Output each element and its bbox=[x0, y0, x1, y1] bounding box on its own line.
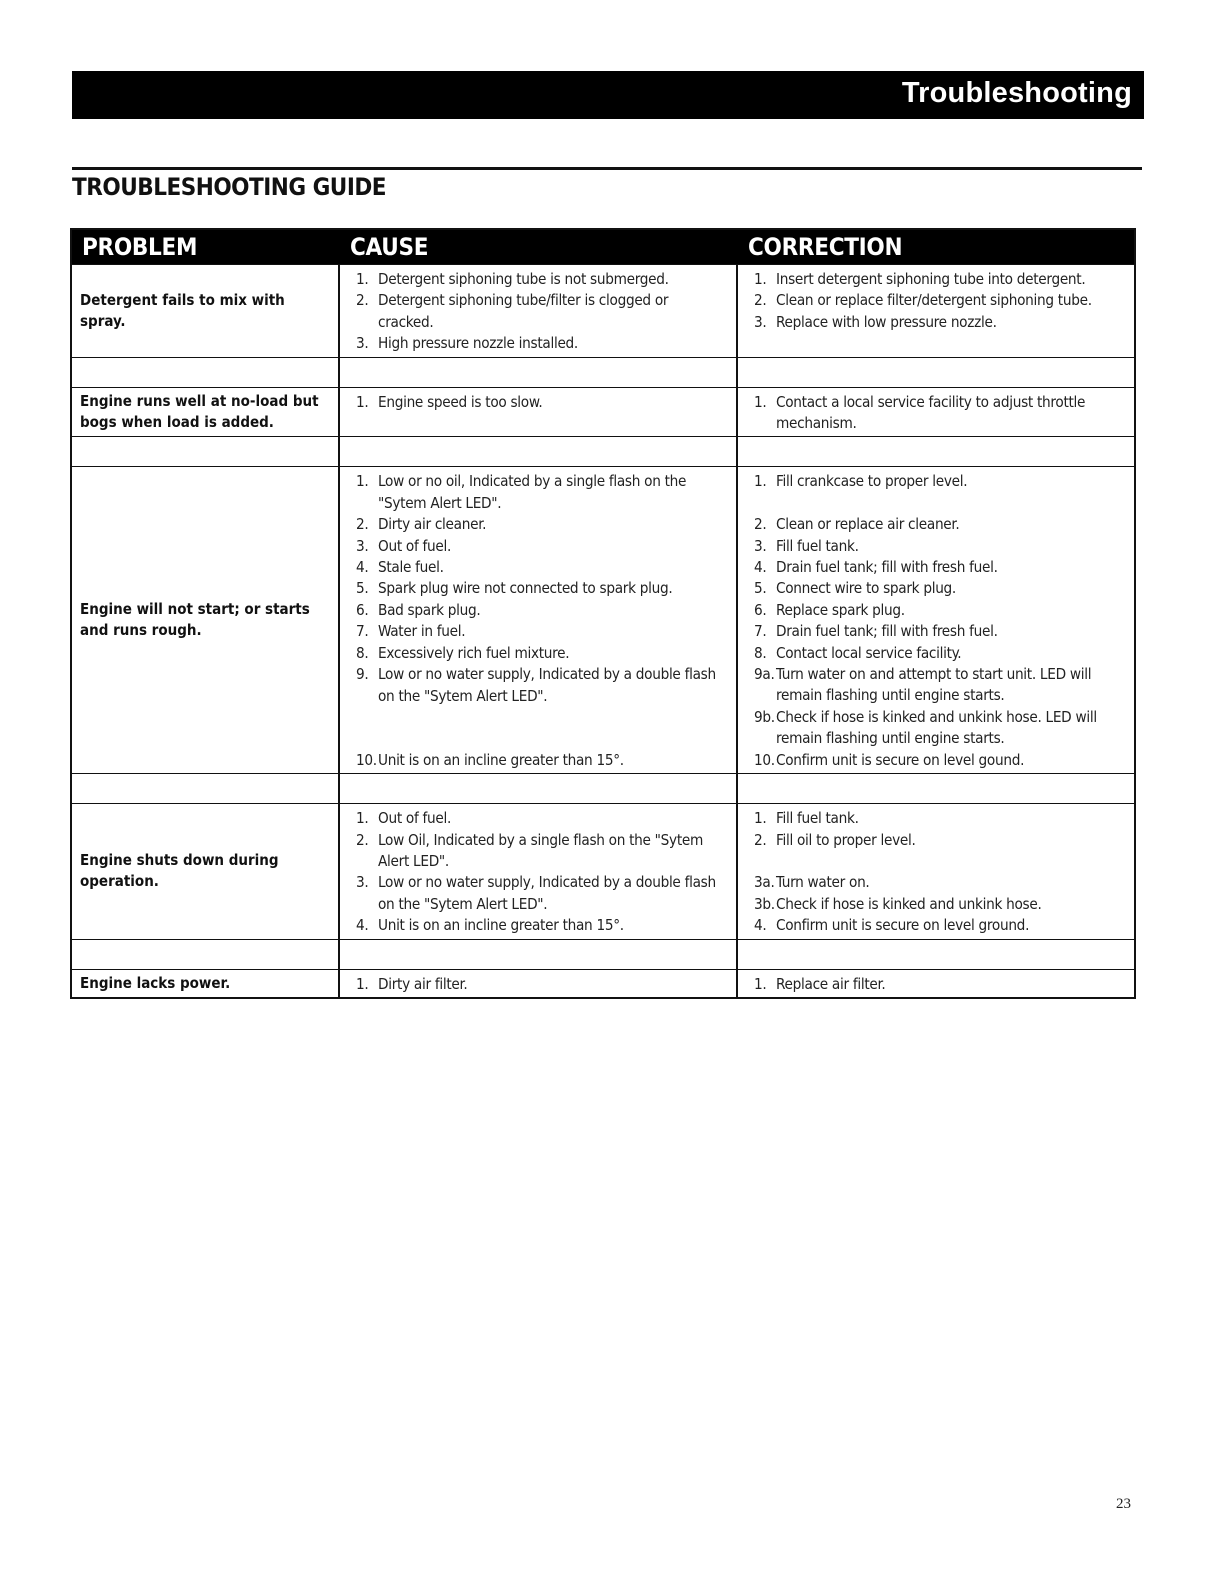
correction-item-number: 8. bbox=[754, 643, 767, 662]
table-row bbox=[72, 387, 1134, 437]
cause-cell bbox=[340, 265, 738, 357]
cause-item-text bbox=[378, 707, 726, 728]
correction-item-text: Replace with low pressure nozzle. bbox=[776, 312, 997, 331]
correction-item-number: 2. bbox=[754, 830, 767, 849]
cause-item-number: 2. bbox=[356, 830, 369, 849]
correction-item-number: 1. bbox=[754, 472, 767, 491]
correction-item-number: 4. bbox=[754, 916, 767, 935]
cause-item-number: 1. bbox=[356, 472, 369, 491]
correction-item bbox=[754, 600, 1124, 621]
correction-item bbox=[754, 851, 1124, 872]
correction-item-text: Contact local service facility. bbox=[776, 643, 962, 662]
separator-cell bbox=[738, 774, 1134, 803]
cause-item bbox=[356, 333, 726, 354]
cause-item bbox=[356, 664, 726, 707]
cause-item bbox=[356, 830, 726, 873]
correction-item-number: 3. bbox=[754, 536, 767, 555]
separator-cell bbox=[340, 437, 738, 466]
cause-item-text: Out of fuel. bbox=[378, 809, 452, 828]
cause-item bbox=[356, 915, 726, 936]
correction-item bbox=[754, 312, 1124, 333]
table-body bbox=[72, 264, 1134, 997]
row-separator bbox=[72, 939, 1134, 969]
cause-item bbox=[356, 872, 726, 915]
correction-item-text: Replace air filter. bbox=[776, 974, 886, 993]
correction-item-number: 9b. bbox=[754, 707, 775, 726]
problem-cell: Engine runs well at no-load but bogs when load is added. bbox=[72, 388, 340, 437]
cause-item-number: 5. bbox=[356, 579, 369, 598]
correction-item-number: 4. bbox=[754, 558, 767, 577]
separator-cell bbox=[72, 774, 340, 803]
cause-item bbox=[356, 808, 726, 829]
cause-item-number: 1. bbox=[356, 392, 369, 411]
cause-item-number: 9. bbox=[356, 665, 369, 684]
cause-item bbox=[356, 269, 726, 290]
correction-item-text: Fill oil to proper level. bbox=[776, 830, 916, 849]
cause-cell bbox=[340, 467, 738, 773]
cause-item bbox=[356, 536, 726, 557]
cause-item bbox=[356, 290, 726, 333]
cause-item bbox=[356, 557, 726, 578]
cause-item-number: 4. bbox=[356, 916, 369, 935]
correction-item-text: Turn water on. bbox=[776, 873, 870, 892]
separator-cell bbox=[72, 358, 340, 387]
column-header-cause: CAUSE bbox=[350, 233, 429, 261]
correction-item-number: 2. bbox=[754, 515, 767, 534]
correction-cell bbox=[738, 388, 1134, 437]
cause-item-text: Low Oil, Indicated by a single flash on the "Sytem Alert LED". bbox=[378, 830, 703, 870]
correction-item bbox=[754, 621, 1124, 642]
correction-item-number: 6. bbox=[754, 600, 767, 619]
cause-item-number: 10. bbox=[356, 750, 377, 769]
separator-cell bbox=[72, 437, 340, 466]
cause-item-text: Low or no oil, Indicated by a single flash on the "Sytem Alert LED". bbox=[378, 472, 687, 512]
correction-item-number bbox=[754, 851, 776, 872]
cause-item bbox=[356, 600, 726, 621]
table-row bbox=[72, 803, 1134, 938]
cause-item bbox=[356, 643, 726, 664]
cause-item-number: 1. bbox=[356, 974, 369, 993]
cause-item bbox=[356, 974, 726, 995]
header-bar bbox=[72, 71, 1144, 119]
cause-item bbox=[356, 621, 726, 642]
correction-item-number: 1. bbox=[754, 809, 767, 828]
separator-cell bbox=[340, 774, 738, 803]
cause-item-text: Bad spark plug. bbox=[378, 600, 481, 619]
correction-item-text: Clean or replace air cleaner. bbox=[776, 515, 960, 534]
cause-item-text: High pressure nozzle installed. bbox=[378, 334, 578, 353]
correction-item-text: Clean or replace filter/detergent siphoning tube. bbox=[776, 291, 1092, 310]
cause-item-text: Detergent siphoning tube is not submerged. bbox=[378, 270, 669, 288]
correction-item-text: Contact a local service facility to adjust throttle mechanism. bbox=[776, 392, 1086, 433]
correction-item-number: 1. bbox=[754, 270, 767, 288]
correction-item-text: Fill fuel tank. bbox=[776, 809, 859, 828]
correction-cell bbox=[738, 804, 1134, 938]
correction-item bbox=[754, 707, 1124, 750]
cause-item-text: Engine speed is too slow. bbox=[378, 392, 543, 411]
correction-item bbox=[754, 557, 1124, 578]
correction-item-number: 3b. bbox=[754, 894, 775, 913]
row-separator bbox=[72, 436, 1134, 466]
page-title: TROUBLESHOOTING GUIDE bbox=[72, 173, 387, 201]
separator-cell bbox=[340, 940, 738, 969]
correction-item-text bbox=[776, 851, 1124, 872]
correction-item-text: Fill fuel tank. bbox=[776, 536, 859, 555]
row-separator bbox=[72, 357, 1134, 387]
correction-item-number: 10. bbox=[754, 750, 775, 769]
correction-item bbox=[754, 894, 1124, 915]
correction-item bbox=[754, 269, 1124, 290]
cause-item-number: 8. bbox=[356, 643, 369, 662]
cause-item-number: 3. bbox=[356, 536, 369, 555]
row-separator bbox=[72, 773, 1134, 803]
correction-item-text: Turn water on and attempt to start unit. LED will remain flashing until engine starts. bbox=[776, 665, 1092, 705]
correction-item bbox=[754, 808, 1124, 829]
correction-cell bbox=[738, 265, 1134, 357]
column-header-correction: CORRECTION bbox=[748, 233, 903, 261]
page-number: 23 bbox=[1116, 1496, 1131, 1512]
correction-item bbox=[754, 514, 1124, 535]
troubleshooting-table bbox=[70, 228, 1136, 999]
cause-item-text: Detergent siphoning tube/filter is clogged or cracked. bbox=[378, 291, 669, 331]
cause-item bbox=[356, 707, 726, 728]
cause-item-number: 3. bbox=[356, 873, 369, 892]
cause-item-number: 2. bbox=[356, 291, 369, 310]
cause-item-text bbox=[378, 728, 726, 749]
correction-cell bbox=[738, 467, 1134, 773]
correction-item bbox=[754, 471, 1124, 492]
correction-item-number: 9a. bbox=[754, 665, 775, 684]
problem-cell: Engine will not start; or starts and runs rough. bbox=[72, 467, 340, 773]
cause-item-number: 4. bbox=[356, 558, 369, 577]
separator-cell bbox=[340, 358, 738, 387]
separator-cell bbox=[738, 940, 1134, 969]
header-title: Troubleshooting bbox=[901, 77, 1132, 109]
cause-item-text: Low or no water supply, Indicated by a double flash on the "Sytem Alert LED". bbox=[378, 665, 716, 705]
cause-item-text: Water in fuel. bbox=[378, 622, 466, 641]
cause-item-number: 3. bbox=[356, 334, 369, 353]
correction-item-text: Confirm unit is secure on level ground. bbox=[776, 916, 1030, 935]
correction-cell bbox=[738, 970, 1134, 997]
correction-item-text bbox=[776, 493, 1124, 514]
cause-item bbox=[356, 750, 726, 771]
cause-item-number: 1. bbox=[356, 270, 369, 288]
cause-cell bbox=[340, 970, 738, 997]
correction-item-number: 5. bbox=[754, 579, 767, 598]
correction-item-number: 1. bbox=[754, 392, 767, 411]
correction-item bbox=[754, 915, 1124, 936]
cause-item-text: Stale fuel. bbox=[378, 558, 444, 577]
cause-item-text: Low or no water supply, Indicated by a double flash on the "Sytem Alert LED". bbox=[378, 873, 716, 913]
correction-item bbox=[754, 493, 1124, 514]
separator-cell bbox=[738, 437, 1134, 466]
correction-item-text: Confirm unit is secure on level gound. bbox=[776, 750, 1025, 769]
cause-item-number: 7. bbox=[356, 622, 369, 641]
separator-cell bbox=[738, 358, 1134, 387]
separator-cell bbox=[72, 940, 340, 969]
table-row bbox=[72, 969, 1134, 997]
correction-item-number: 3a. bbox=[754, 873, 775, 892]
cause-item-number bbox=[356, 707, 378, 728]
correction-item-text: Check if hose is kinked and unkink hose. bbox=[776, 894, 1042, 913]
table-row bbox=[72, 264, 1134, 357]
cause-item bbox=[356, 471, 726, 514]
correction-item-text: Connect wire to spark plug. bbox=[776, 579, 956, 598]
correction-item bbox=[754, 872, 1124, 893]
correction-item-text: Insert detergent siphoning tube into detergent. bbox=[776, 270, 1086, 288]
correction-item bbox=[754, 974, 1124, 995]
cause-item-text: Out of fuel. bbox=[378, 536, 452, 555]
correction-item bbox=[754, 643, 1124, 664]
correction-item-number: 1. bbox=[754, 974, 767, 993]
column-header-problem: PROBLEM bbox=[82, 233, 198, 261]
correction-item bbox=[754, 536, 1124, 557]
cause-item-number: 6. bbox=[356, 600, 369, 619]
correction-item-number: 7. bbox=[754, 622, 767, 641]
cause-item-text: Excessively rich fuel mixture. bbox=[378, 643, 570, 662]
correction-item bbox=[754, 392, 1124, 435]
cause-item bbox=[356, 578, 726, 599]
cause-item-text: Spark plug wire not connected to spark plug. bbox=[378, 579, 673, 598]
cause-cell bbox=[340, 804, 738, 938]
correction-item-number bbox=[754, 493, 776, 514]
table-header bbox=[72, 230, 1134, 264]
correction-item-text: Replace spark plug. bbox=[776, 600, 905, 619]
cause-item-number bbox=[356, 728, 378, 749]
title-rule bbox=[72, 167, 1142, 170]
problem-cell: Detergent fails to mix with spray. bbox=[72, 265, 340, 357]
cause-item-text: Unit is on an incline greater than 15°. bbox=[378, 750, 624, 769]
cause-item-number: 2. bbox=[356, 515, 369, 534]
correction-item bbox=[754, 830, 1124, 851]
cause-item-number: 1. bbox=[356, 809, 369, 828]
correction-item bbox=[754, 750, 1124, 771]
cause-item bbox=[356, 514, 726, 535]
problem-cell: Engine shuts down during operation. bbox=[72, 804, 340, 938]
cause-item-text: Dirty air filter. bbox=[378, 974, 468, 993]
problem-cell: Engine lacks power. bbox=[72, 970, 340, 997]
correction-item-text: Drain fuel tank; fill with fresh fuel. bbox=[776, 622, 998, 641]
correction-item bbox=[754, 664, 1124, 707]
cause-item bbox=[356, 392, 726, 413]
cause-item bbox=[356, 728, 726, 749]
correction-item-text: Fill crankcase to proper level. bbox=[776, 472, 968, 491]
correction-item-text: Drain fuel tank; fill with fresh fuel. bbox=[776, 558, 998, 577]
correction-item-number: 2. bbox=[754, 291, 767, 310]
cause-item-text: Dirty air cleaner. bbox=[378, 515, 487, 534]
correction-item-number: 3. bbox=[754, 312, 767, 331]
cause-cell bbox=[340, 388, 738, 437]
correction-item bbox=[754, 578, 1124, 599]
correction-item-text: Check if hose is kinked and unkink hose. LED will remain flashing until engine starts. bbox=[776, 707, 1097, 748]
correction-item bbox=[754, 290, 1124, 311]
table-row bbox=[72, 466, 1134, 773]
cause-item-text: Unit is on an incline greater than 15°. bbox=[378, 916, 624, 935]
